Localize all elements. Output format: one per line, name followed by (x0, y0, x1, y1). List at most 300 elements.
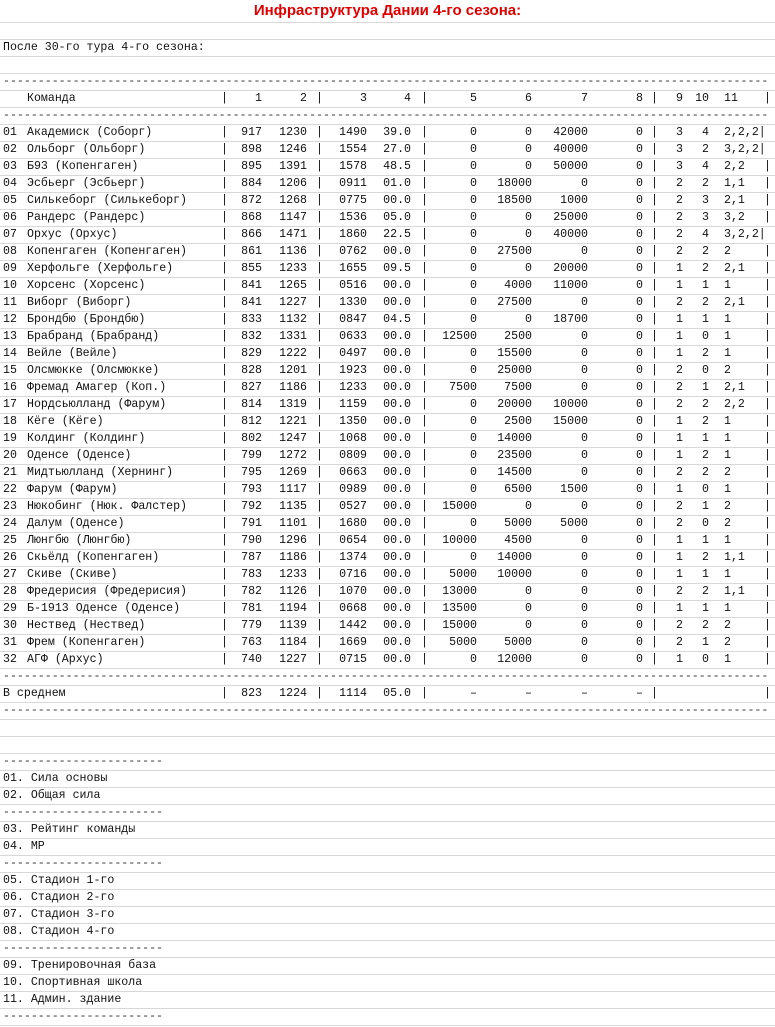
column-divider: | (651, 517, 658, 530)
column-divider: | (221, 211, 228, 224)
cell-col-4: 27.0 (383, 143, 411, 156)
average-col-3: 1114 (339, 687, 367, 700)
legend-item: 04. МР (0, 839, 775, 856)
column-divider: | (764, 347, 771, 360)
column-divider: | (221, 313, 228, 326)
row-number: 13 (3, 330, 17, 343)
column-divider: | (316, 551, 323, 564)
column-divider: | (421, 194, 428, 207)
table-row (0, 448, 775, 465)
cell-col-7: 20000 (553, 262, 588, 275)
column-divider: | (651, 279, 658, 292)
row-number: 30 (3, 619, 17, 632)
cell-col-5: 7500 (449, 381, 477, 394)
cell-col-3: 0809 (339, 449, 367, 462)
cell-col-5: 0 (470, 364, 477, 377)
cell-col-9: 2 (676, 636, 683, 649)
table-row (0, 278, 775, 295)
cell-col-4: 00.0 (383, 602, 411, 615)
cell-col-9: 1 (676, 415, 683, 428)
column-divider: | (221, 449, 228, 462)
column-divider: | (221, 551, 228, 564)
team-name: Олсмюкке (Олсмюкке) (27, 364, 160, 377)
table-row (0, 499, 775, 516)
cell-col-3: 1442 (339, 619, 367, 632)
cell-col-7: 0 (581, 602, 588, 615)
average-row (0, 686, 775, 703)
team-name: Эсбьерг (Эсбьерг) (27, 177, 146, 190)
cell-col-3: 1070 (339, 585, 367, 598)
cell-col-8: 0 (636, 483, 643, 496)
cell-col-7: 0 (581, 653, 588, 666)
team-table-body (0, 125, 775, 669)
table-row (0, 533, 775, 550)
column-divider: | (764, 415, 771, 428)
cell-col-6: 23500 (497, 449, 532, 462)
header-col-1: 1 (255, 92, 262, 105)
cell-col-10: 1 (702, 534, 709, 547)
cell-col-8: 0 (636, 262, 643, 275)
cell-col-2: 1246 (279, 143, 307, 156)
cell-col-5: 0 (470, 517, 477, 530)
column-divider: | (316, 619, 323, 632)
team-name: Скиве (Скиве) (27, 568, 118, 581)
column-divider: | (221, 330, 228, 343)
cell-col-9: 2 (676, 245, 683, 258)
table-row (0, 210, 775, 227)
column-divider: | (221, 585, 228, 598)
cell-col-5: 0 (470, 177, 477, 190)
cell-col-10: 3 (702, 211, 709, 224)
cell-col-5: 15000 (442, 619, 477, 632)
row-number: 06 (3, 211, 17, 224)
cell-col-8: 0 (636, 551, 643, 564)
cell-col-3: 1068 (339, 432, 367, 445)
legend-item: 05. Стадион 1-го (0, 873, 775, 890)
column-divider: | (651, 602, 658, 615)
cell-col-8: 0 (636, 279, 643, 292)
cell-col-3: 0715 (339, 653, 367, 666)
cell-col-3: 1374 (339, 551, 367, 564)
column-divider: | (421, 551, 428, 564)
cell-col-3: 0911 (339, 177, 367, 190)
cell-col-5: 0 (470, 279, 477, 292)
column-divider: | (316, 381, 323, 394)
cell-col-4: 00.0 (383, 483, 411, 496)
cell-col-11: 2 (724, 517, 731, 530)
team-name: Нествед (Нествед) (27, 619, 146, 632)
column-divider: | (421, 415, 428, 428)
column-divider: | (764, 330, 771, 343)
cell-col-6: 5000 (504, 636, 532, 649)
average-label: В среднем (3, 687, 66, 700)
cell-col-9: 1 (676, 483, 683, 496)
cell-col-1: 799 (241, 449, 262, 462)
column-divider: | (316, 398, 323, 411)
cell-col-10: 2 (702, 177, 709, 190)
cell-col-8: 0 (636, 228, 643, 241)
cell-col-9: 3 (676, 143, 683, 156)
cell-col-6: 27500 (497, 296, 532, 309)
cell-col-11: 2 (724, 619, 731, 632)
cell-col-3: 0668 (339, 602, 367, 615)
column-divider: | (651, 245, 658, 258)
average-col-7: – (581, 687, 588, 700)
cell-col-6: 4000 (504, 279, 532, 292)
column-divider: | (764, 279, 771, 292)
column-divider: | (316, 143, 323, 156)
cell-col-7: 0 (581, 347, 588, 360)
cell-col-8: 0 (636, 126, 643, 139)
team-name: Кёге (Кёге) (27, 415, 104, 428)
cell-col-10: 0 (702, 517, 709, 530)
cell-col-10: 1 (702, 313, 709, 326)
cell-col-7: 1500 (560, 483, 588, 496)
average-col-6: – (525, 687, 532, 700)
cell-col-9: 2 (676, 398, 683, 411)
row-number: 26 (3, 551, 17, 564)
cell-col-1: 812 (241, 415, 262, 428)
column-divider: | (651, 534, 658, 547)
row-number: 07 (3, 228, 17, 241)
column-divider: | (316, 279, 323, 292)
cell-col-10: 3 (702, 194, 709, 207)
cell-col-2: 1265 (279, 279, 307, 292)
cell-col-3: 0989 (339, 483, 367, 496)
legend-item: 07. Стадион 3-го (0, 907, 775, 924)
column-divider: | (651, 381, 658, 394)
team-name: Б-1913 Оденсе (Оденсе) (27, 602, 181, 615)
column-divider: | (764, 466, 771, 479)
cell-col-10: 2 (702, 619, 709, 632)
cell-col-1: 841 (241, 279, 262, 292)
header-col-3: 3 (360, 92, 367, 105)
cell-col-8: 0 (636, 177, 643, 190)
cell-col-1: 827 (241, 381, 262, 394)
cell-col-1: 787 (241, 551, 262, 564)
cell-col-9: 1 (676, 432, 683, 445)
row-number: 19 (3, 432, 17, 445)
team-name: Вейле (Вейле) (27, 347, 118, 360)
legend-separator: ----------------------- (0, 856, 775, 873)
cell-col-4: 00.0 (383, 653, 411, 666)
legend-item: 11. Админ. здание (0, 992, 775, 1009)
cell-col-10: 2 (702, 143, 709, 156)
row-number: 31 (3, 636, 17, 649)
column-divider: | (221, 92, 228, 105)
column-divider: | (221, 262, 228, 275)
column-divider: | (421, 313, 428, 326)
cell-col-1: 791 (241, 517, 262, 530)
row-number: 12 (3, 313, 17, 326)
column-divider: | (651, 415, 658, 428)
cell-col-2: 1272 (279, 449, 307, 462)
cell-col-1: 898 (241, 143, 262, 156)
cell-col-7: 0 (581, 330, 588, 343)
cell-col-3: 1350 (339, 415, 367, 428)
column-divider: | (421, 449, 428, 462)
cell-col-9: 2 (676, 500, 683, 513)
cell-col-3: 1233 (339, 381, 367, 394)
cell-col-7: 15000 (553, 415, 588, 428)
column-divider: | (651, 143, 658, 156)
cell-col-9: 2 (676, 194, 683, 207)
column-divider: | (316, 126, 323, 139)
cell-col-3: 0497 (339, 347, 367, 360)
cell-col-8: 0 (636, 296, 643, 309)
header-col-6: 6 (525, 92, 532, 105)
cell-col-7: 0 (581, 432, 588, 445)
cell-col-11: 2,1 (724, 194, 745, 207)
cell-col-1: 793 (241, 483, 262, 496)
team-name: Люнгбю (Люнгбю) (27, 534, 132, 547)
row-number: 14 (3, 347, 17, 360)
column-divider: | (316, 347, 323, 360)
row-number: 25 (3, 534, 17, 547)
cell-col-7: 0 (581, 585, 588, 598)
cell-col-11: 1 (724, 602, 731, 615)
team-name: АГФ (Архус) (27, 653, 104, 666)
column-divider: | (221, 568, 228, 581)
table-row (0, 635, 775, 652)
column-divider: | (221, 381, 228, 394)
cell-col-10: 4 (702, 228, 709, 241)
column-divider: | (221, 126, 228, 139)
cell-col-5: 15000 (442, 500, 477, 513)
cell-col-1: 829 (241, 347, 262, 360)
cell-col-4: 00.0 (383, 381, 411, 394)
legend-item: 01. Сила основы (0, 771, 775, 788)
column-divider: | (421, 347, 428, 360)
table-row (0, 312, 775, 329)
column-divider: | (421, 211, 428, 224)
cell-col-10: 2 (702, 415, 709, 428)
cell-col-2: 1221 (279, 415, 307, 428)
cell-col-10: 0 (702, 364, 709, 377)
table-row (0, 618, 775, 635)
cell-col-5: 0 (470, 245, 477, 258)
cell-col-9: 1 (676, 330, 683, 343)
column-divider: | (421, 636, 428, 649)
cell-col-8: 0 (636, 160, 643, 173)
cell-col-2: 1268 (279, 194, 307, 207)
column-divider: | (421, 483, 428, 496)
column-divider: | (221, 347, 228, 360)
cell-col-7: 40000 (553, 143, 588, 156)
column-divider: | (316, 636, 323, 649)
cell-col-1: 781 (241, 602, 262, 615)
cell-col-7: 0 (581, 534, 588, 547)
cell-col-5: 5000 (449, 636, 477, 649)
cell-col-4: 00.0 (383, 296, 411, 309)
cell-col-2: 1139 (279, 619, 307, 632)
column-divider: | (651, 449, 658, 462)
cell-col-9: 1 (676, 279, 683, 292)
cell-col-3: 0633 (339, 330, 367, 343)
cell-col-10: 2 (702, 585, 709, 598)
cell-col-6: 14000 (497, 432, 532, 445)
cell-col-1: 884 (241, 177, 262, 190)
cell-col-8: 0 (636, 568, 643, 581)
cell-col-9: 2 (676, 364, 683, 377)
cell-col-3: 1554 (339, 143, 367, 156)
cell-col-3: 0654 (339, 534, 367, 547)
header-col-7: 7 (581, 92, 588, 105)
column-divider: | (221, 653, 228, 666)
cell-col-4: 09.5 (383, 262, 411, 275)
cell-col-1: 802 (241, 432, 262, 445)
cell-col-7: 0 (581, 364, 588, 377)
header-team: Команда (27, 92, 76, 105)
row-number: 28 (3, 585, 17, 598)
cell-col-11: 1 (724, 449, 731, 462)
cell-col-1: 795 (241, 466, 262, 479)
cell-col-2: 1222 (279, 347, 307, 360)
column-divider: | (421, 126, 428, 139)
row-number: 04 (3, 177, 17, 190)
cell-col-6: 27500 (497, 245, 532, 258)
cell-col-6: 0 (525, 228, 532, 241)
cell-col-5: 0 (470, 262, 477, 275)
cell-col-7: 40000 (553, 228, 588, 241)
column-divider: | (421, 619, 428, 632)
table-row (0, 482, 775, 499)
cell-col-1: 814 (241, 398, 262, 411)
cell-col-10: 2 (702, 466, 709, 479)
column-divider: | (221, 364, 228, 377)
table-row (0, 567, 775, 584)
column-divider: | (764, 568, 771, 581)
column-divider: | (421, 381, 428, 394)
cell-col-11: 2,2 (724, 160, 745, 173)
column-divider: | (651, 160, 658, 173)
cell-col-8: 0 (636, 398, 643, 411)
row-number: 18 (3, 415, 17, 428)
table-row (0, 295, 775, 312)
cell-col-3: 1860 (339, 228, 367, 241)
cell-col-1: 895 (241, 160, 262, 173)
cell-col-6: 20000 (497, 398, 532, 411)
cell-col-4: 01.0 (383, 177, 411, 190)
table-row (0, 261, 775, 278)
cell-col-5: 0 (470, 296, 477, 309)
cell-col-2: 1201 (279, 364, 307, 377)
team-name: Копенгаген (Копенгаген) (27, 245, 188, 258)
column-divider: | (764, 619, 771, 632)
cell-col-11: 3,2,2| (724, 143, 766, 156)
cell-col-9: 1 (676, 313, 683, 326)
cell-col-9: 2 (676, 177, 683, 190)
legend-separator: ----------------------- (0, 1009, 775, 1026)
team-name: Фарум (Фарум) (27, 483, 118, 496)
team-name: Брабранд (Брабранд) (27, 330, 160, 343)
table-row (0, 176, 775, 193)
cell-col-8: 0 (636, 347, 643, 360)
team-name: Мидтьюлланд (Хернинг) (27, 466, 174, 479)
cell-col-3: 1536 (339, 211, 367, 224)
column-divider: | (651, 500, 658, 513)
column-divider: | (421, 517, 428, 530)
column-divider: | (651, 126, 658, 139)
cell-col-6: 0 (525, 143, 532, 156)
row-number: 29 (3, 602, 17, 615)
cell-col-2: 1184 (279, 636, 307, 649)
column-divider: | (421, 432, 428, 445)
column-divider: | (764, 551, 771, 564)
cell-col-6: 2500 (504, 330, 532, 343)
header-col-4: 4 (404, 92, 411, 105)
table-header (0, 91, 775, 108)
cell-col-11: 2,1 (724, 296, 745, 309)
legend-separator: ----------------------- (0, 754, 775, 771)
cell-col-4: 00.0 (383, 330, 411, 343)
column-divider: | (421, 687, 428, 700)
cell-col-9: 1 (676, 653, 683, 666)
team-name: Нюкобинг (Нюк. Фалстер) (27, 500, 188, 513)
column-divider: | (221, 228, 228, 241)
column-divider: | (221, 483, 228, 496)
cell-col-4: 00.0 (383, 245, 411, 258)
team-name: Фредерисия (Фредерисия) (27, 585, 188, 598)
column-divider: | (221, 432, 228, 445)
team-name: Ольборг (Ольборг) (27, 143, 146, 156)
column-divider: | (764, 211, 771, 224)
cell-col-11: 1,1 (724, 551, 745, 564)
cell-col-9: 2 (676, 517, 683, 530)
cell-col-5: 0 (470, 228, 477, 241)
legend-item: 09. Тренировочная база (0, 958, 775, 975)
row-number: 15 (3, 364, 17, 377)
table-row (0, 329, 775, 346)
cell-col-3: 1490 (339, 126, 367, 139)
column-divider: | (421, 585, 428, 598)
header-col-2: 2 (300, 92, 307, 105)
cell-col-4: 00.0 (383, 636, 411, 649)
column-divider: | (316, 602, 323, 615)
cell-col-10: 1 (702, 568, 709, 581)
cell-col-10: 1 (702, 602, 709, 615)
cell-col-8: 0 (636, 585, 643, 598)
cell-col-4: 00.0 (383, 415, 411, 428)
table-row (0, 601, 775, 618)
cell-col-1: 833 (241, 313, 262, 326)
team-name: Брондбю (Брондбю) (27, 313, 146, 326)
legend-item: 02. Общая сила (0, 788, 775, 805)
cell-col-9: 1 (676, 534, 683, 547)
team-name: Колдинг (Колдинг) (27, 432, 146, 445)
cell-col-8: 0 (636, 636, 643, 649)
cell-col-8: 0 (636, 194, 643, 207)
cell-col-5: 0 (470, 160, 477, 173)
cell-col-7: 0 (581, 449, 588, 462)
column-divider: | (764, 160, 771, 173)
cell-col-1: 872 (241, 194, 262, 207)
cell-col-5: 0 (470, 415, 477, 428)
team-name: Виборг (Виборг) (27, 296, 132, 309)
column-divider: | (651, 619, 658, 632)
column-divider: | (651, 211, 658, 224)
column-divider: | (221, 398, 228, 411)
cell-col-10: 1 (702, 279, 709, 292)
cell-col-2: 1247 (279, 432, 307, 445)
cell-col-9: 2 (676, 381, 683, 394)
column-divider: | (421, 177, 428, 190)
cell-col-6: 2500 (504, 415, 532, 428)
cell-col-2: 1126 (279, 585, 307, 598)
team-name: Академиск (Соборг) (27, 126, 153, 139)
cell-col-2: 1132 (279, 313, 307, 326)
cell-col-8: 0 (636, 534, 643, 547)
